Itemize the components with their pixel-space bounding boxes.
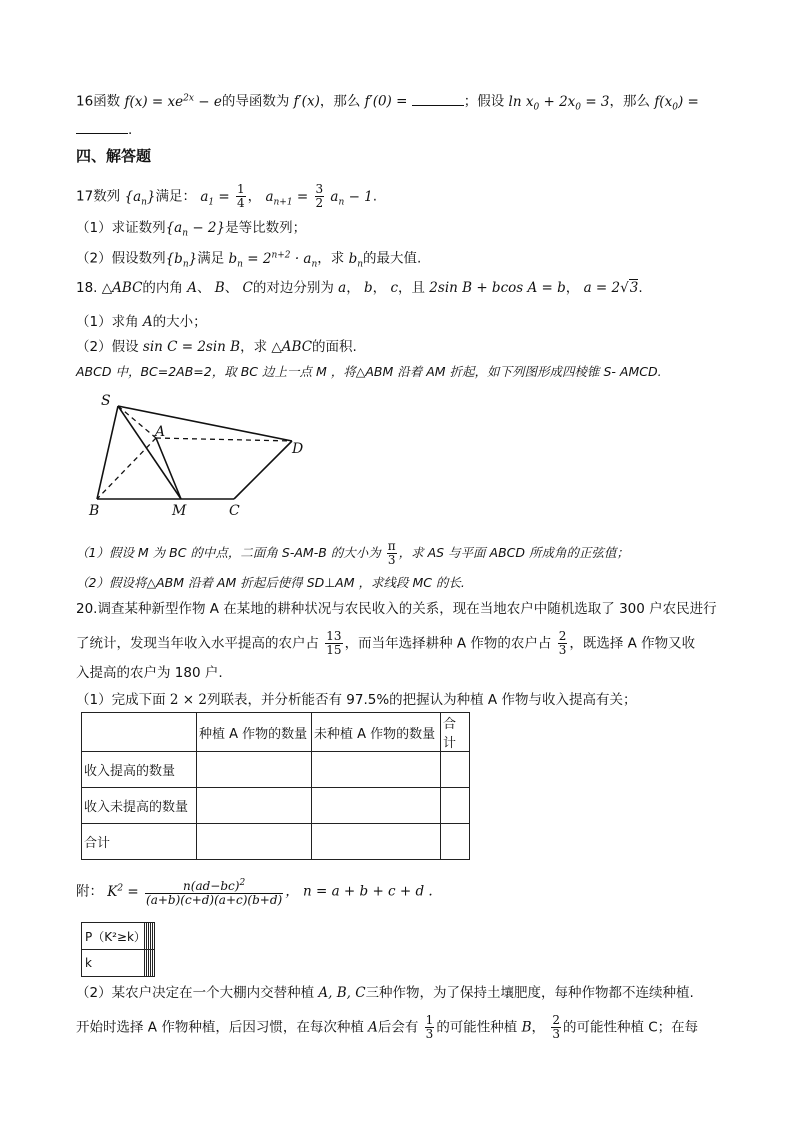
table-cell[interactable] — [197, 824, 312, 860]
q18-part1 — [76, 312, 207, 332]
text: . — [638, 280, 643, 296]
q20-line3: 入提高的农户为 180 户. — [76, 665, 223, 681]
text: ， — [531, 1019, 546, 1036]
math: f′(x) — [293, 93, 320, 110]
text: ，那么 — [319, 93, 361, 110]
math: $K^2$ = — [107, 883, 144, 900]
math: △ABC — [101, 280, 143, 296]
table-row-label: k — [82, 950, 145, 977]
answer-blank[interactable] — [412, 93, 464, 106]
fraction: $\frac{3}{2}$ — [315, 182, 324, 210]
text: 后会有 — [377, 1019, 419, 1036]
math: A — [368, 1019, 378, 1036]
question-number: 18. — [76, 280, 98, 296]
math: $\{a_n - 2\}$ — [165, 220, 226, 239]
edge-SM — [118, 406, 181, 499]
table-cell[interactable] — [312, 752, 441, 788]
math: $f(x) = xe^{2x} - e$ — [124, 93, 222, 110]
text: . — [372, 188, 378, 205]
text: 是等比数列； — [225, 220, 307, 236]
text: 函数 — [93, 93, 121, 110]
text: 的最大值. — [363, 250, 422, 267]
label-A: A — [155, 424, 166, 440]
math: ， n = a + b + c + d . — [285, 883, 433, 900]
q20-part2-line2 — [76, 1014, 698, 1041]
table-cell[interactable] — [312, 824, 441, 860]
table-row-label: 合计 — [82, 824, 197, 860]
text: ，求 AS 与平面 ABCD 所成角的正弦值； — [398, 545, 629, 560]
math: C — [242, 280, 253, 296]
text: 了统计，发现当年收入水平提高的农户占 — [76, 635, 319, 652]
text: 附： — [76, 883, 103, 900]
q19-part2: （2）假设将△ABM 沿着 AM 折起后使得 SD⊥AM ，求线段 MC 的长. — [76, 575, 465, 590]
question-number: 16 — [76, 93, 94, 110]
fraction: $\frac{1}{3}$ — [425, 1013, 434, 1041]
math: $b_n$ — [348, 250, 364, 270]
question-number: 17 — [76, 188, 94, 205]
text: 列联表，并分析能否有 97.5%的把握认为种植 A 作物与收入提高有关； — [206, 692, 637, 708]
text: 的内角 — [142, 280, 183, 296]
table-header-cell: 未种植 A 作物的数量 — [312, 713, 441, 752]
text: 的可能性种植 C；在每 — [562, 1019, 699, 1036]
text: 、 — [196, 280, 211, 296]
math: $\{a_n\}$ — [124, 188, 156, 208]
edge-CD — [234, 441, 292, 499]
fraction: $\frac{n(ad-bc)^2}{(a+b)(c+d)(a+c)(b+d)}$ — [146, 877, 283, 907]
answer-blank[interactable] — [76, 121, 128, 134]
label-M: M — [172, 503, 187, 519]
math: △ABC — [271, 339, 313, 355]
fraction: $\frac{2}{3}$ — [552, 1013, 560, 1041]
probability-table — [81, 922, 155, 977]
table-cell[interactable] — [197, 788, 312, 824]
text: 满足： — [155, 188, 197, 205]
edge-SB — [97, 406, 118, 499]
math: $\{b_n\}$ — [165, 250, 198, 270]
table-header-cell: 合计 — [441, 713, 470, 752]
math: $\ln x_0 + 2x_0 = 3$ — [508, 93, 610, 113]
table-cell — [153, 923, 155, 950]
pyramid-figure — [84, 390, 324, 525]
math: c — [390, 280, 398, 296]
label-S: S — [101, 393, 111, 409]
math: a = 2√3 — [583, 280, 639, 296]
q20-part1 — [76, 690, 636, 710]
text: （1）完成下面 — [76, 692, 166, 708]
math: 2sin B + bcos A = b — [429, 280, 566, 296]
text: 三种作物，为了保持土壤肥度，每种作物都不连续种植. — [365, 985, 694, 1001]
math: A, B, C — [318, 985, 366, 1001]
text: 的对边分别为 — [252, 280, 334, 296]
math: a — [338, 280, 347, 296]
q19-part1 — [76, 540, 629, 567]
table-row-label: P（K²≥k） — [82, 923, 145, 950]
math: f′(0) = — [364, 93, 408, 110]
table-row-label: 收入提高的数量 — [82, 752, 197, 788]
text: . — [128, 122, 133, 138]
edge-AB — [97, 438, 156, 499]
text: 的大小； — [152, 314, 207, 330]
text: （2）某农户决定在一个大棚内交替种植 — [76, 985, 315, 1001]
table-row-label: 收入未提高的数量 — [82, 788, 197, 824]
text: 满足 — [197, 250, 225, 267]
label-B: B — [89, 503, 100, 519]
text: ， — [565, 280, 580, 296]
text: ，那么 — [609, 93, 651, 110]
text: 的可能性种植 — [436, 1019, 518, 1036]
text: 数列 — [93, 188, 121, 205]
math: $b_n = 2^{n+2} \cdot a_n$ — [228, 250, 318, 270]
table-cell — [153, 950, 155, 977]
table-cell[interactable] — [312, 788, 441, 824]
text: 的导函数为 — [221, 93, 290, 110]
q17-part1 — [76, 218, 306, 244]
label-D: D — [292, 441, 304, 457]
math: A — [187, 280, 197, 296]
fraction: $\frac{\pi}{3}$ — [387, 539, 396, 567]
math: $a_{n+1}$ = — [265, 188, 313, 208]
edge-AD — [156, 438, 292, 441]
table-cell[interactable] — [197, 752, 312, 788]
math: $f(x_0)$ = — [654, 93, 699, 113]
math: B — [214, 280, 225, 296]
text: ，且 — [398, 280, 425, 296]
text: （2）假设数列 — [76, 250, 166, 267]
text: ，求 — [317, 250, 345, 267]
table-cell[interactable] — [441, 824, 470, 860]
text: （1）假设 M 为 BC 的中点，二面角 S-AM-B 的大小为 — [76, 545, 381, 560]
q18-stem: 18. △ABC的内角 A、 B、 C的对边分别为 a， b， c，且 2sin B + bcos A = b， a = 2√3. — [76, 280, 643, 296]
q16-line1 — [76, 88, 699, 117]
section-title: 四、解答题 — [76, 147, 152, 165]
table-cell[interactable] — [441, 752, 470, 788]
text: （1）求角 — [76, 314, 139, 330]
text: ，既选择 A 作物又收 — [569, 635, 696, 652]
text: ， — [247, 188, 262, 205]
q20-line2 — [76, 630, 695, 657]
math: A — [142, 314, 153, 330]
q17-part2 — [76, 245, 421, 274]
table-cell[interactable] — [441, 788, 470, 824]
text: 开始时选择 A 作物种植，后因习惯，在每次种植 — [76, 1019, 364, 1036]
q19-intro: ABCD 中，BC=2AB=2，取 BC 边上一点 M ，将△ABM 沿着 AM 折起，如下列图形成四棱锥 S- AMCD. — [76, 364, 662, 379]
text: （2）假设 — [76, 339, 139, 355]
text: ，求 — [240, 339, 268, 355]
k2-formula — [76, 876, 433, 907]
text: （1）求证数列 — [76, 220, 166, 236]
math: b — [363, 280, 373, 296]
q16-line2 — [76, 120, 132, 140]
math: $a_n - 1$ — [326, 188, 373, 208]
q18-part2 — [76, 337, 357, 357]
math: sin C = 2sin B — [142, 339, 241, 355]
q20-line1: 20.调查某种新型作物 A 在某地的耕种状况与农民收入的关系，现在当地农户中随机选取了 300 户农民进行 — [76, 601, 717, 617]
contingency-table — [81, 712, 470, 860]
q20-part2-line1 — [76, 983, 694, 1003]
q17-stem — [76, 183, 377, 212]
table-header-cell: 种植 A 作物的数量 — [197, 713, 312, 752]
text: 的面积. — [312, 339, 357, 355]
label-C: C — [229, 503, 240, 519]
fraction: $\frac{1}{4}$ — [237, 182, 245, 210]
math: B — [521, 1019, 532, 1036]
text: 、 — [224, 280, 239, 296]
math: 2 × 2 — [169, 692, 207, 708]
text: ，而当年选择耕种 A 作物的农户占 — [344, 635, 552, 652]
fraction: $\frac{13}{15}$ — [326, 629, 342, 657]
fraction: $\frac{2}{3}$ — [558, 629, 567, 657]
text: ；假设 — [463, 93, 505, 110]
math: $a_1$ = — [200, 188, 235, 208]
edge-SD — [118, 406, 292, 441]
table-header-cell — [82, 713, 197, 752]
